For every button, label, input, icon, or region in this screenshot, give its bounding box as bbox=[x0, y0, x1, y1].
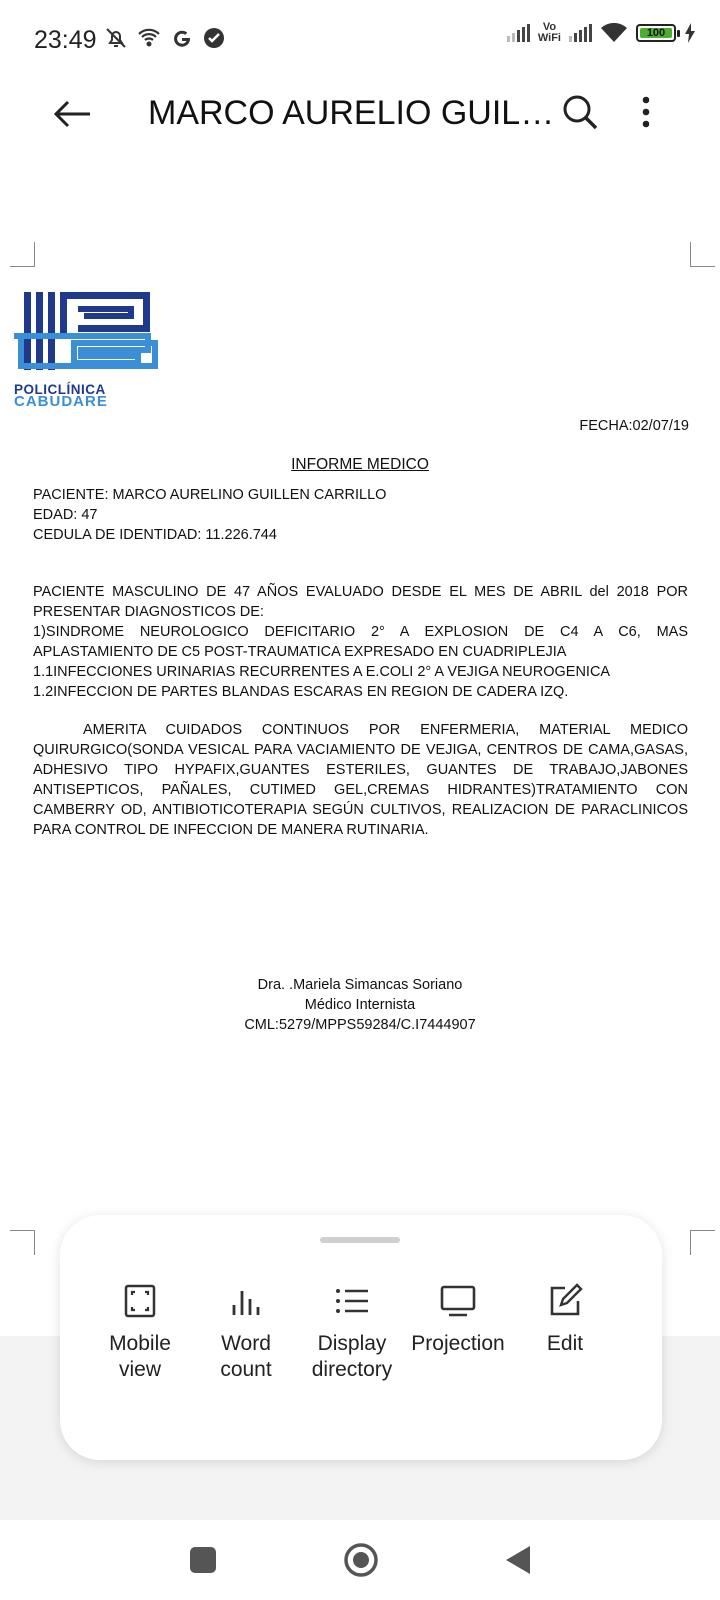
status-notification-icons bbox=[104, 26, 226, 50]
diagnosis-item: 1.2INFECCION DE PARTES BLANDAS ESCARAS EN REGION DE CADERA IZQ. bbox=[33, 684, 569, 700]
bell-off-icon bbox=[104, 26, 128, 50]
projection-button[interactable] bbox=[403, 1283, 513, 1357]
display-directory-label: Display directory bbox=[311, 1332, 393, 1381]
doctor-name: Dra. .Mariela Simancas Soriano bbox=[257, 977, 463, 993]
directory-list-icon bbox=[334, 1283, 370, 1319]
battery-icon bbox=[636, 24, 676, 42]
mobile-view-button[interactable] bbox=[85, 1283, 195, 1383]
diagnosis-block bbox=[33, 582, 688, 702]
care-paragraph bbox=[33, 720, 688, 840]
mobile-view-label: Mobile view bbox=[109, 1332, 171, 1381]
status-time: 23:49 bbox=[34, 26, 97, 54]
document-date: FECHA:02/07/19 bbox=[579, 418, 689, 434]
bottom-sheet bbox=[60, 1215, 662, 1460]
patient-id: CEDULA DE IDENTIDAD: 11.226.744 bbox=[33, 527, 277, 543]
projection-label: Projection bbox=[411, 1332, 505, 1355]
google-icon bbox=[170, 26, 194, 50]
document-heading: INFORME MEDICO bbox=[291, 456, 429, 473]
edit-button[interactable] bbox=[510, 1283, 620, 1357]
search-icon[interactable] bbox=[560, 92, 600, 132]
patient-info bbox=[33, 485, 386, 545]
system-nav-bar bbox=[0, 1520, 720, 1600]
status-bar bbox=[0, 0, 720, 80]
signal-icon bbox=[507, 24, 530, 42]
page-corner-mark bbox=[10, 242, 35, 267]
word-count-label: Word count bbox=[220, 1332, 272, 1381]
edit-icon bbox=[547, 1283, 583, 1319]
logo-text-policlinica: POLICLÍNICA bbox=[14, 382, 106, 397]
vowifi-label: Vo WiFi bbox=[537, 21, 561, 44]
check-circle-icon bbox=[202, 26, 226, 50]
doctor-license: CML:5279/MPPS59284/C.I7444907 bbox=[244, 1017, 476, 1033]
signal-icon-2 bbox=[569, 24, 592, 42]
diagnosis-item: 1.1INFECCIONES URINARIAS RECURRENTES A E.COLI 2° A VEJIGA NEUROGENICA bbox=[33, 664, 611, 680]
battery-level: 100 bbox=[640, 28, 672, 38]
nav-back-button[interactable] bbox=[504, 1544, 532, 1576]
logo-text-cabudare: CABUDARE bbox=[14, 393, 108, 410]
sheet-drag-handle[interactable] bbox=[320, 1237, 400, 1243]
monitor-icon bbox=[439, 1283, 477, 1319]
word-count-icon bbox=[228, 1283, 264, 1319]
hotspot-icon bbox=[136, 26, 162, 50]
back-arrow-icon[interactable] bbox=[50, 94, 94, 134]
page-corner-mark bbox=[10, 1230, 35, 1255]
patient-name: PACIENTE: MARCO AURELINO GUILLEN CARRILLO bbox=[33, 487, 387, 503]
page-corner-mark bbox=[690, 242, 715, 267]
care-text: AMERITA CUIDADOS CONTINUOS POR ENFERMERIA, MATERIAL MEDICO QUIRURGICO(SONDA VESICAL PARA VACIAMIENTO DE VEJIGA, CENTROS DE CAMA,GASAS, ADHESIVO TIPO HYPAFIX,GUANTES ESTERILES, GUANTES DE TRABAJO,JABONES ANTISEPTICOS, PAÑALES, CUTIMED GEL,CREMAS HIDRANTES)TRATAMIENTO CON CAMBERRY OD, ANTIBIOTICOTERAPIA SEGÚN CULTIVOS, REALIZACION DE PARACLINICOS PARA CONTROL DE INFECCION DE MANERA RUTINARIA. bbox=[33, 722, 688, 838]
diagnosis-intro: PACIENTE MASCULINO DE 47 AÑOS EVALUADO DESDE EL MES DE ABRIL del 2018 POR PRESENTAR DIAGNOSTICOS DE: bbox=[33, 584, 688, 620]
mobile-view-icon bbox=[123, 1283, 157, 1319]
edit-label: Edit bbox=[546, 1332, 584, 1355]
diagnosis-item: 1)SINDROME NEUROLOGICO DEFICITARIO 2° A EXPLOSION DE C4 A C6, MAS APLASTAMIENTO DE C5 POST-TRAUMATICA EXPRESADO EN CUADRIPLEJIA bbox=[33, 624, 688, 660]
patient-age: EDAD: 47 bbox=[33, 507, 98, 523]
document-title: MARCO AURELIO GUIL… bbox=[148, 94, 555, 132]
signature-block bbox=[0, 975, 720, 1035]
display-directory-button[interactable] bbox=[297, 1283, 407, 1383]
status-system-icons bbox=[507, 22, 696, 44]
word-count-button[interactable] bbox=[191, 1283, 301, 1383]
doctor-specialty: Médico Internista bbox=[304, 997, 416, 1013]
more-options-icon[interactable] bbox=[638, 92, 654, 132]
app-bar bbox=[0, 80, 720, 150]
page-corner-mark bbox=[690, 1230, 715, 1255]
charging-icon bbox=[684, 23, 696, 43]
wifi-icon bbox=[600, 22, 628, 44]
home-button[interactable] bbox=[343, 1542, 379, 1578]
recents-button[interactable] bbox=[190, 1547, 216, 1573]
